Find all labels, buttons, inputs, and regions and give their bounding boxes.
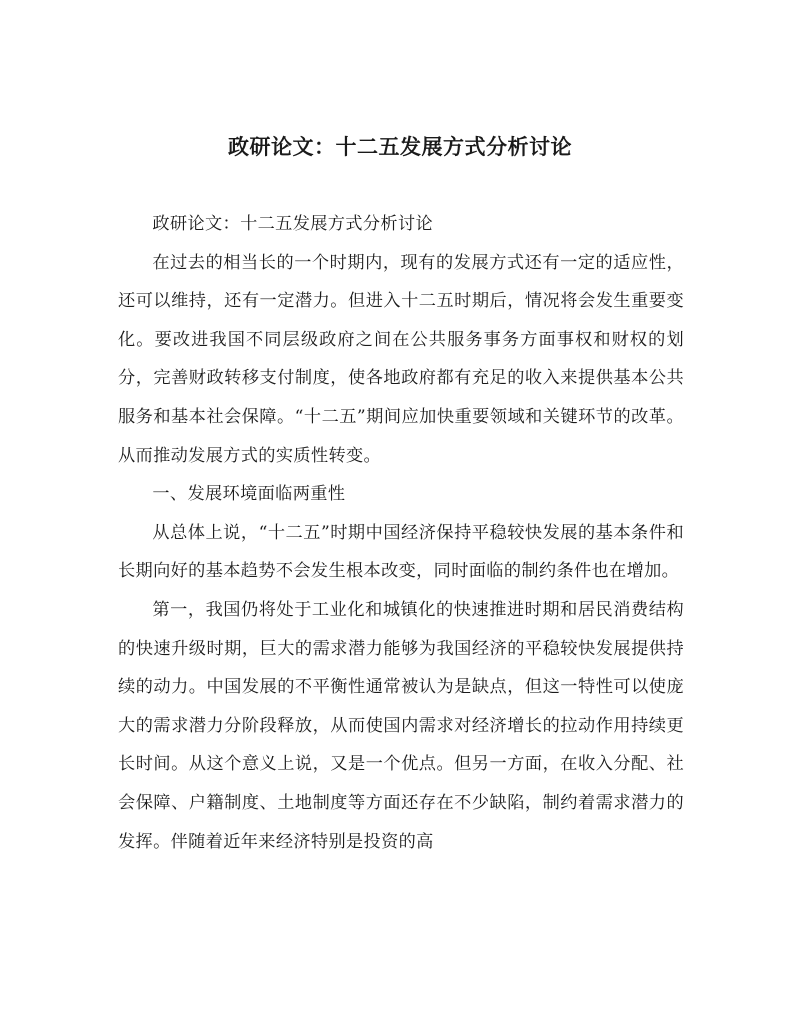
paragraph-subtitle: 政研论文：十二五发展方式分析讨论: [152, 214, 433, 234]
document-body: [118, 205, 684, 861]
paragraph-intro: 在过去的相当长的一个时期内，现有的发展方式还有一定的适应性，还可以维持，还有一定潜力。但进入十二五时期后，情况将会发生重要变化。要改进我国不同层级政府之间在公共服务事务方面事权和财权的划分，完善财政转移支付制度，使各地政府都有充足的收入来提供基本公共服务和基本社会保障。“十二五”期间应加快重要领域和关键环节的改革。从而推动发展方式的实质性转变。: [118, 252, 684, 466]
document-title: 政研论文：十二五发展方式分析讨论: [228, 134, 572, 159]
section-heading: 一、发展环境面临两重性: [152, 484, 346, 505]
paragraph-first-point: 第一，我国仍将处于工业化和城镇化的快速推进时期和居民消费结构的快速升级时期，巨大的需求潜力能够为我国经济的平稳较快发展提供持续的动力。中国发展的不平衡性通常被认为是缺点，但这一特性可以使庞大的需求潜力分阶段释放，从而使国内需求对经济增长的拉动作用持续更长时间。从这个意义上说，又是一个优点。但另一方面，在收入分配、社会保障、户籍制度、土地制度等方面还存在不少缺陷，制约着需求潜力的发挥。伴随着近年来经济特别是投资的高: [118, 599, 684, 852]
paragraph-overview: 从总体上说，“十二五”时期中国经济保持平稳较快发展的基本条件和长期向好的基本趋势不会发生根本改变，同时面临的制约条件也在增加。: [118, 522, 684, 582]
